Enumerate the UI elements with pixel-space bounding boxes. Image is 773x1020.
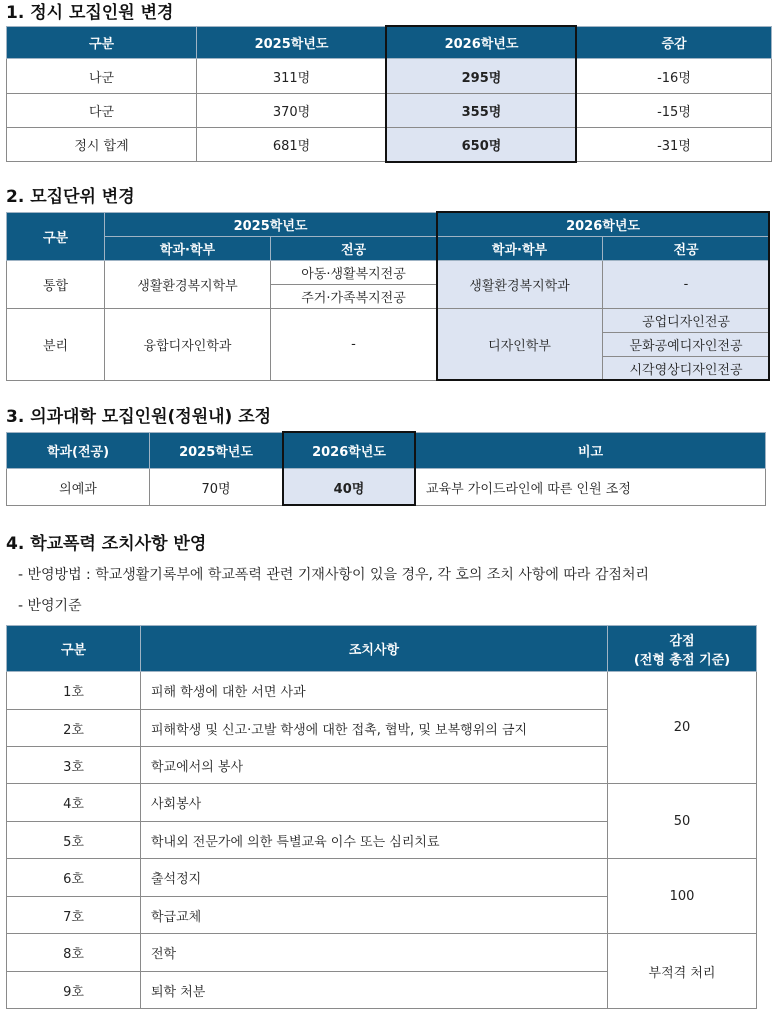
cell-no: 4호	[7, 784, 141, 822]
col-header-major-2026: 전공	[603, 237, 770, 261]
cell-change: -16명	[577, 59, 772, 94]
cell-no: 6호	[7, 859, 141, 897]
table-row	[7, 934, 757, 972]
section-4-title: 4. 학교폭력 조치사항 반영	[6, 534, 207, 554]
cell-split-label: 분리	[7, 309, 105, 381]
cell-no: 9호	[7, 972, 141, 1009]
table-row	[7, 469, 766, 506]
col-header-note: 비고	[416, 433, 766, 469]
cell-dept: 의예과	[7, 469, 150, 506]
cell-2025: 311명	[197, 59, 387, 94]
cell-action: 학급교체	[141, 897, 608, 934]
col-header-action: 조치사항	[141, 626, 608, 672]
table-row	[7, 128, 772, 162]
cell-2026: 650명	[387, 128, 577, 162]
col-header-deduction	[608, 626, 757, 672]
cell-deduction-1-3: 20	[608, 672, 757, 784]
cell-split-major-2026-c: 시각영상디자인전공	[603, 357, 770, 381]
col-header-2025: 2025학년도	[105, 213, 437, 237]
cell-no: 7호	[7, 897, 141, 934]
cell-merge-label: 통합	[7, 261, 105, 309]
cell-2025: 681명	[197, 128, 387, 162]
cell-change: -31명	[577, 128, 772, 162]
col-header-dept-2026: 학과·학부	[437, 237, 603, 261]
table-row	[7, 94, 772, 128]
cell-2026: 40명	[283, 469, 416, 506]
col-header-category: 구분	[7, 213, 105, 261]
cell-deduction-6-7: 100	[608, 859, 757, 934]
col-header-2026: 2026학년도	[283, 433, 416, 469]
table-violence-deduction	[6, 625, 757, 1009]
cell-2025: 70명	[150, 469, 283, 506]
cell-action: 피해학생 및 신고·고발 학생에 대한 접촉, 협박, 및 보복행위의 금지	[141, 710, 608, 747]
col-header-dept-2025: 학과·학부	[105, 237, 271, 261]
col-header-dept: 학과(전공)	[7, 433, 150, 469]
cell-deduction-4-5: 50	[608, 784, 757, 859]
section-3-title: 3. 의과대학 모집인원(정원내) 조정	[6, 407, 272, 427]
cell-merge-dept-2026: 생활환경복지학과	[437, 261, 603, 309]
table-row	[7, 784, 757, 822]
cell-split-dept-2025: 융합디자인학과	[105, 309, 271, 381]
cell-deduction-8-9: 부적격 처리	[608, 934, 757, 1009]
cell-action: 학내외 전문가에 의한 특별교육 이수 또는 심리치료	[141, 822, 608, 859]
cell-split-major-2026-a: 공업디자인전공	[603, 309, 770, 333]
section-2-title: 2. 모집단위 변경	[6, 187, 135, 207]
table-row	[7, 859, 757, 897]
table-medical-quota	[6, 432, 766, 506]
cell-merge-major-2025-b: 주거·가족복지전공	[271, 285, 437, 309]
cell-split-dept-2026: 디자인학부	[437, 309, 603, 381]
table-row	[7, 261, 770, 285]
cell-no: 3호	[7, 747, 141, 784]
cell-no: 5호	[7, 822, 141, 859]
cell-merge-major-2026: -	[603, 261, 770, 309]
table-admission-quota	[6, 26, 772, 162]
deduction-header-line1: 감점	[669, 633, 695, 649]
table-unit-change	[6, 212, 770, 381]
cell-no: 8호	[7, 934, 141, 972]
cell-merge-major-2025-a: 아동·생활복지전공	[271, 261, 437, 285]
table-row	[7, 309, 770, 333]
cell-2025: 370명	[197, 94, 387, 128]
cell-split-major-2026-b: 문화공예디자인전공	[603, 333, 770, 357]
col-header-2025: 2025학년도	[150, 433, 283, 469]
cell-merge-dept-2025: 생활환경복지학부	[105, 261, 271, 309]
col-header-category: 구분	[7, 626, 141, 672]
cell-2026: 295명	[387, 59, 577, 94]
table-row	[7, 59, 772, 94]
col-header-2026: 2026학년도	[387, 27, 577, 59]
cell-action: 퇴학 처분	[141, 972, 608, 1009]
cell-action: 전학	[141, 934, 608, 972]
col-header-2025: 2025학년도	[197, 27, 387, 59]
criteria-note: - 반영기준	[18, 598, 82, 614]
table-row	[7, 672, 757, 710]
col-header-2026: 2026학년도	[437, 213, 770, 237]
cell-2026: 355명	[387, 94, 577, 128]
cell-category: 정시 합계	[7, 128, 197, 162]
cell-category: 나군	[7, 59, 197, 94]
cell-no: 1호	[7, 672, 141, 710]
cell-category: 다군	[7, 94, 197, 128]
section-1-title: 1. 정시 모집인원 변경	[6, 3, 174, 23]
cell-note: 교육부 가이드라인에 따른 인원 조정	[416, 469, 766, 506]
col-header-major-2025: 전공	[271, 237, 437, 261]
col-header-change: 증감	[577, 27, 772, 59]
deduction-header-line2: (전형 총점 기준)	[633, 652, 731, 668]
cell-change: -15명	[577, 94, 772, 128]
cell-no: 2호	[7, 710, 141, 747]
col-header-category: 구분	[7, 27, 197, 59]
cell-action: 출석정지	[141, 859, 608, 897]
cell-split-major-2025: -	[271, 309, 437, 381]
method-note: - 반영방법 : 학교생활기록부에 학교폭력 관련 기재사항이 있을 경우, 각 호의 조치 사항에 따라 감점처리	[18, 567, 650, 583]
cell-action: 학교에서의 봉사	[141, 747, 608, 784]
cell-action: 피해 학생에 대한 서면 사과	[141, 672, 608, 710]
cell-action: 사회봉사	[141, 784, 608, 822]
